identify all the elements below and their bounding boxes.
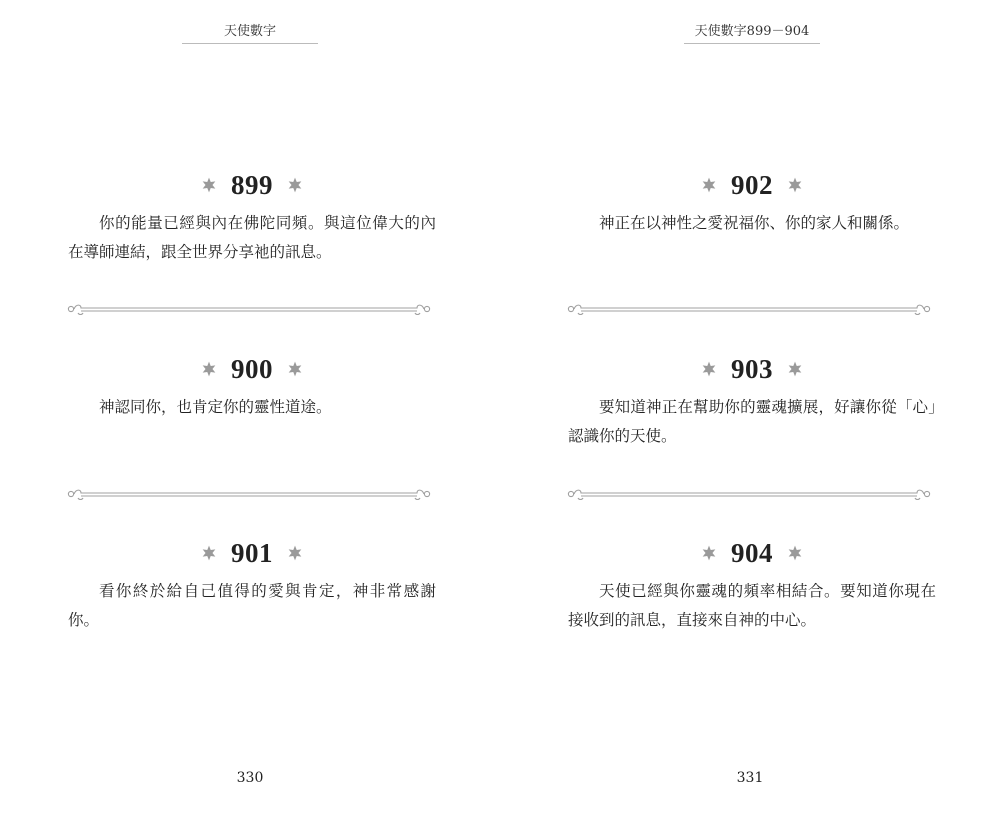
entry-number: 899 [231,169,273,200]
six-point-star-icon [287,361,303,377]
scroll-rule-icon [66,300,432,316]
scroll-divider [566,485,932,501]
running-head: 天使數字899－904 [684,20,820,44]
entry-heading [568,167,936,203]
six-point-star-icon [201,177,217,193]
entry-text: 要知道神正在幫助你的靈魂擴展，好讓你從「心」認識你的天使。 [568,398,936,445]
running-head: 天使數字 [182,20,318,44]
scroll-divider [66,300,432,316]
entry-heading [68,351,436,387]
six-point-star-icon [701,361,717,377]
six-point-star-icon [787,177,803,193]
entry-heading [68,535,436,571]
scroll-rule-icon [566,485,932,501]
page-number: 330 [236,770,264,786]
scroll-divider [66,485,432,501]
entry-903 [568,351,936,451]
entry-901 [68,535,436,635]
entry-heading [568,535,936,571]
entry-number: 902 [731,169,773,200]
six-point-star-icon [701,545,717,561]
entry-text: 你的能量已經與內在佛陀同頻。與這位偉大的內在導師連結，跟全世界分享祂的訊息。 [68,214,436,261]
six-point-star-icon [787,361,803,377]
entry-text: 看你終於給自己值得的愛與肯定，神非常感謝你。 [68,582,436,629]
entry-text: 天使已經與你靈魂的頻率相結合。要知道你現在接收到的訊息，直接來自神的中心。 [568,582,936,629]
entry-heading [568,351,936,387]
six-point-star-icon [201,361,217,377]
entry-900 [68,351,436,422]
six-point-star-icon [787,545,803,561]
six-point-star-icon [287,545,303,561]
entry-904 [568,535,936,635]
six-point-star-icon [701,177,717,193]
six-point-star-icon [287,177,303,193]
scroll-rule-icon [566,300,932,316]
six-point-star-icon [201,545,217,561]
entry-heading [68,167,436,203]
entry-number: 901 [231,537,273,568]
entry-number: 900 [231,353,273,384]
entry-899 [68,167,436,267]
scroll-rule-icon [66,485,432,501]
entry-text: 神正在以神性之愛祝福你、你的家人和關係。 [599,214,910,232]
scroll-divider [566,300,932,316]
entry-902 [568,167,936,238]
right-page [500,0,1000,813]
entry-text: 神認同你，也肯定你的靈性道途。 [99,398,332,416]
page-number: 331 [736,770,764,786]
entry-number: 903 [731,353,773,384]
entry-number: 904 [731,537,773,568]
